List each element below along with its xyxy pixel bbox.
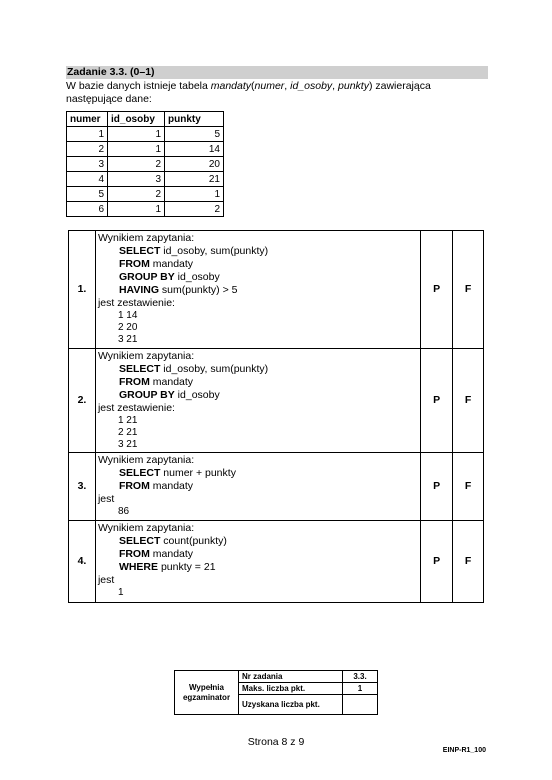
sql-text: mandaty [149,480,194,492]
table-row [67,157,224,172]
intro-sep: , [332,80,339,92]
sql-group-by [98,271,418,284]
sql-select [98,245,418,258]
sql-keyword: SELECT [118,535,161,547]
cell: 1 [108,142,165,157]
question-lead: Wynikiem zapytania: [97,350,195,362]
sql-select [98,363,418,376]
sql-having [98,284,418,297]
cell: 2 [108,157,165,172]
question-body [95,453,420,521]
question-row [69,521,484,603]
page-number: Strona 8 z 9 [247,736,305,748]
cell: 5 [165,127,224,142]
examiner-label-line: Wypełnia [189,682,224,692]
question-lead: Wynikiem zapytania: [97,454,195,466]
examiner-box [174,670,378,715]
result-label: jest [97,493,115,505]
table-row [67,142,224,157]
task-intro [66,80,486,106]
result-line: 2 21 [117,427,138,438]
sql-text: id_osoby [174,271,220,283]
column-numer: numer [254,80,285,92]
column-punkty: punkty [338,80,369,92]
table-row [67,127,224,142]
sql-text: id_osoby, sum(punkty) [160,245,269,257]
answer-true-cell[interactable]: P [421,521,453,603]
answer-false-cell[interactable]: F [453,521,484,603]
sql-keyword: SELECT [118,245,161,257]
question-number: 2. [69,349,96,453]
cell: 2 [165,202,224,217]
max-points-label: Maks. liczba pkt. [239,683,343,695]
cell: 2 [67,142,108,157]
data-table [66,111,224,217]
examiner-label-line: egzaminator [182,692,231,702]
question-lead: Wynikiem zapytania: [97,522,195,534]
header-punkty: punkty [165,112,224,127]
question-number: 1. [69,231,96,349]
sql-select [98,535,418,548]
result-line: 3 21 [117,439,138,450]
question-row [69,349,484,453]
cell: 3 [108,172,165,187]
cell: 21 [165,172,224,187]
document-code: EINP-R1_100 [442,747,486,754]
sql-where [98,561,418,574]
sql-text: punkty = 21 [158,561,216,573]
questions-table [68,230,484,603]
task-title: Zadanie 3.3. (0–1) [66,66,488,79]
sql-select [98,467,418,480]
sql-keyword: FROM [118,258,150,270]
cell: 1 [108,202,165,217]
cell: 6 [67,202,108,217]
sql-keyword: SELECT [118,467,161,479]
table-row [67,172,224,187]
sql-keyword: FROM [118,480,150,492]
answer-false-cell[interactable]: F [453,453,484,521]
question-body [95,349,420,453]
intro-prefix: W bazie danych istnieje tabela [66,80,211,92]
sql-keyword: HAVING [118,284,159,296]
intro-sep: , [284,80,291,92]
intro-paren: ( [251,80,255,92]
sql-from [98,376,418,389]
sql-text: id_osoby, sum(punkty) [160,363,269,375]
question-lead: Wynikiem zapytania: [97,232,195,244]
result-line: 1 21 [117,415,138,426]
task-number-label: Nr zadania [239,671,343,683]
question-number: 4. [69,521,96,603]
result-line: 1 [117,587,124,598]
table-header-row [67,112,224,127]
examiner-label [175,671,239,715]
intro-suffix: ) zawierająca następujące dane: [66,80,431,105]
cell: 5 [67,187,108,202]
sql-text: count(punkty) [160,535,227,547]
answer-true-cell[interactable]: P [421,349,453,453]
question-body [95,521,420,603]
result-label: jest [97,574,115,586]
sql-text: mandaty [149,548,194,560]
sql-from [98,548,418,561]
cell: 3 [67,157,108,172]
result-line: 2 20 [117,322,138,333]
cell: 1 [67,127,108,142]
table-row [67,202,224,217]
task-number-value: 3.3. [343,671,378,683]
header-id-osoby: id_osoby [108,112,165,127]
sql-text: id_osoby [174,389,220,401]
max-points-value: 1 [343,683,378,695]
earned-points-field[interactable] [343,695,378,715]
sql-keyword: SELECT [118,363,161,375]
cell: 1 [108,127,165,142]
cell: 1 [165,187,224,202]
result-line: 3 21 [117,334,138,345]
cell: 20 [165,157,224,172]
sql-from [98,480,418,493]
question-row [69,453,484,521]
result-label: jest zestawienie: [97,297,175,309]
question-number: 3. [69,453,96,521]
sql-keyword: GROUP BY [118,389,175,401]
table-row [67,187,224,202]
answer-true-cell[interactable]: P [421,231,453,349]
earned-points-label: Uzyskana liczba pkt. [239,695,343,715]
result-label: jest zestawienie: [97,402,175,414]
answer-false-cell[interactable]: F [453,231,484,349]
sql-keyword: GROUP BY [118,271,175,283]
answer-true-cell[interactable]: P [421,453,453,521]
column-id-osoby: id_osoby [290,80,333,92]
cell: 4 [67,172,108,187]
answer-false-cell[interactable]: F [453,349,484,453]
cell: 14 [165,142,224,157]
sql-text: sum(punkty) > 5 [159,284,238,296]
result-line: 1 14 [117,310,138,321]
sql-group-by [98,389,418,402]
sql-keyword: FROM [118,376,150,388]
sql-keyword: FROM [118,548,150,560]
cell: 2 [108,187,165,202]
sql-text: mandaty [149,258,194,270]
result-line: 86 [117,506,130,517]
header-numer: numer [67,112,108,127]
sql-keyword: WHERE [118,561,159,573]
question-row [69,231,484,349]
question-body [95,231,420,349]
sql-from [98,258,418,271]
sql-text: numer + punkty [160,467,236,479]
table-name: mandaty [210,80,252,92]
sql-text: mandaty [149,376,194,388]
